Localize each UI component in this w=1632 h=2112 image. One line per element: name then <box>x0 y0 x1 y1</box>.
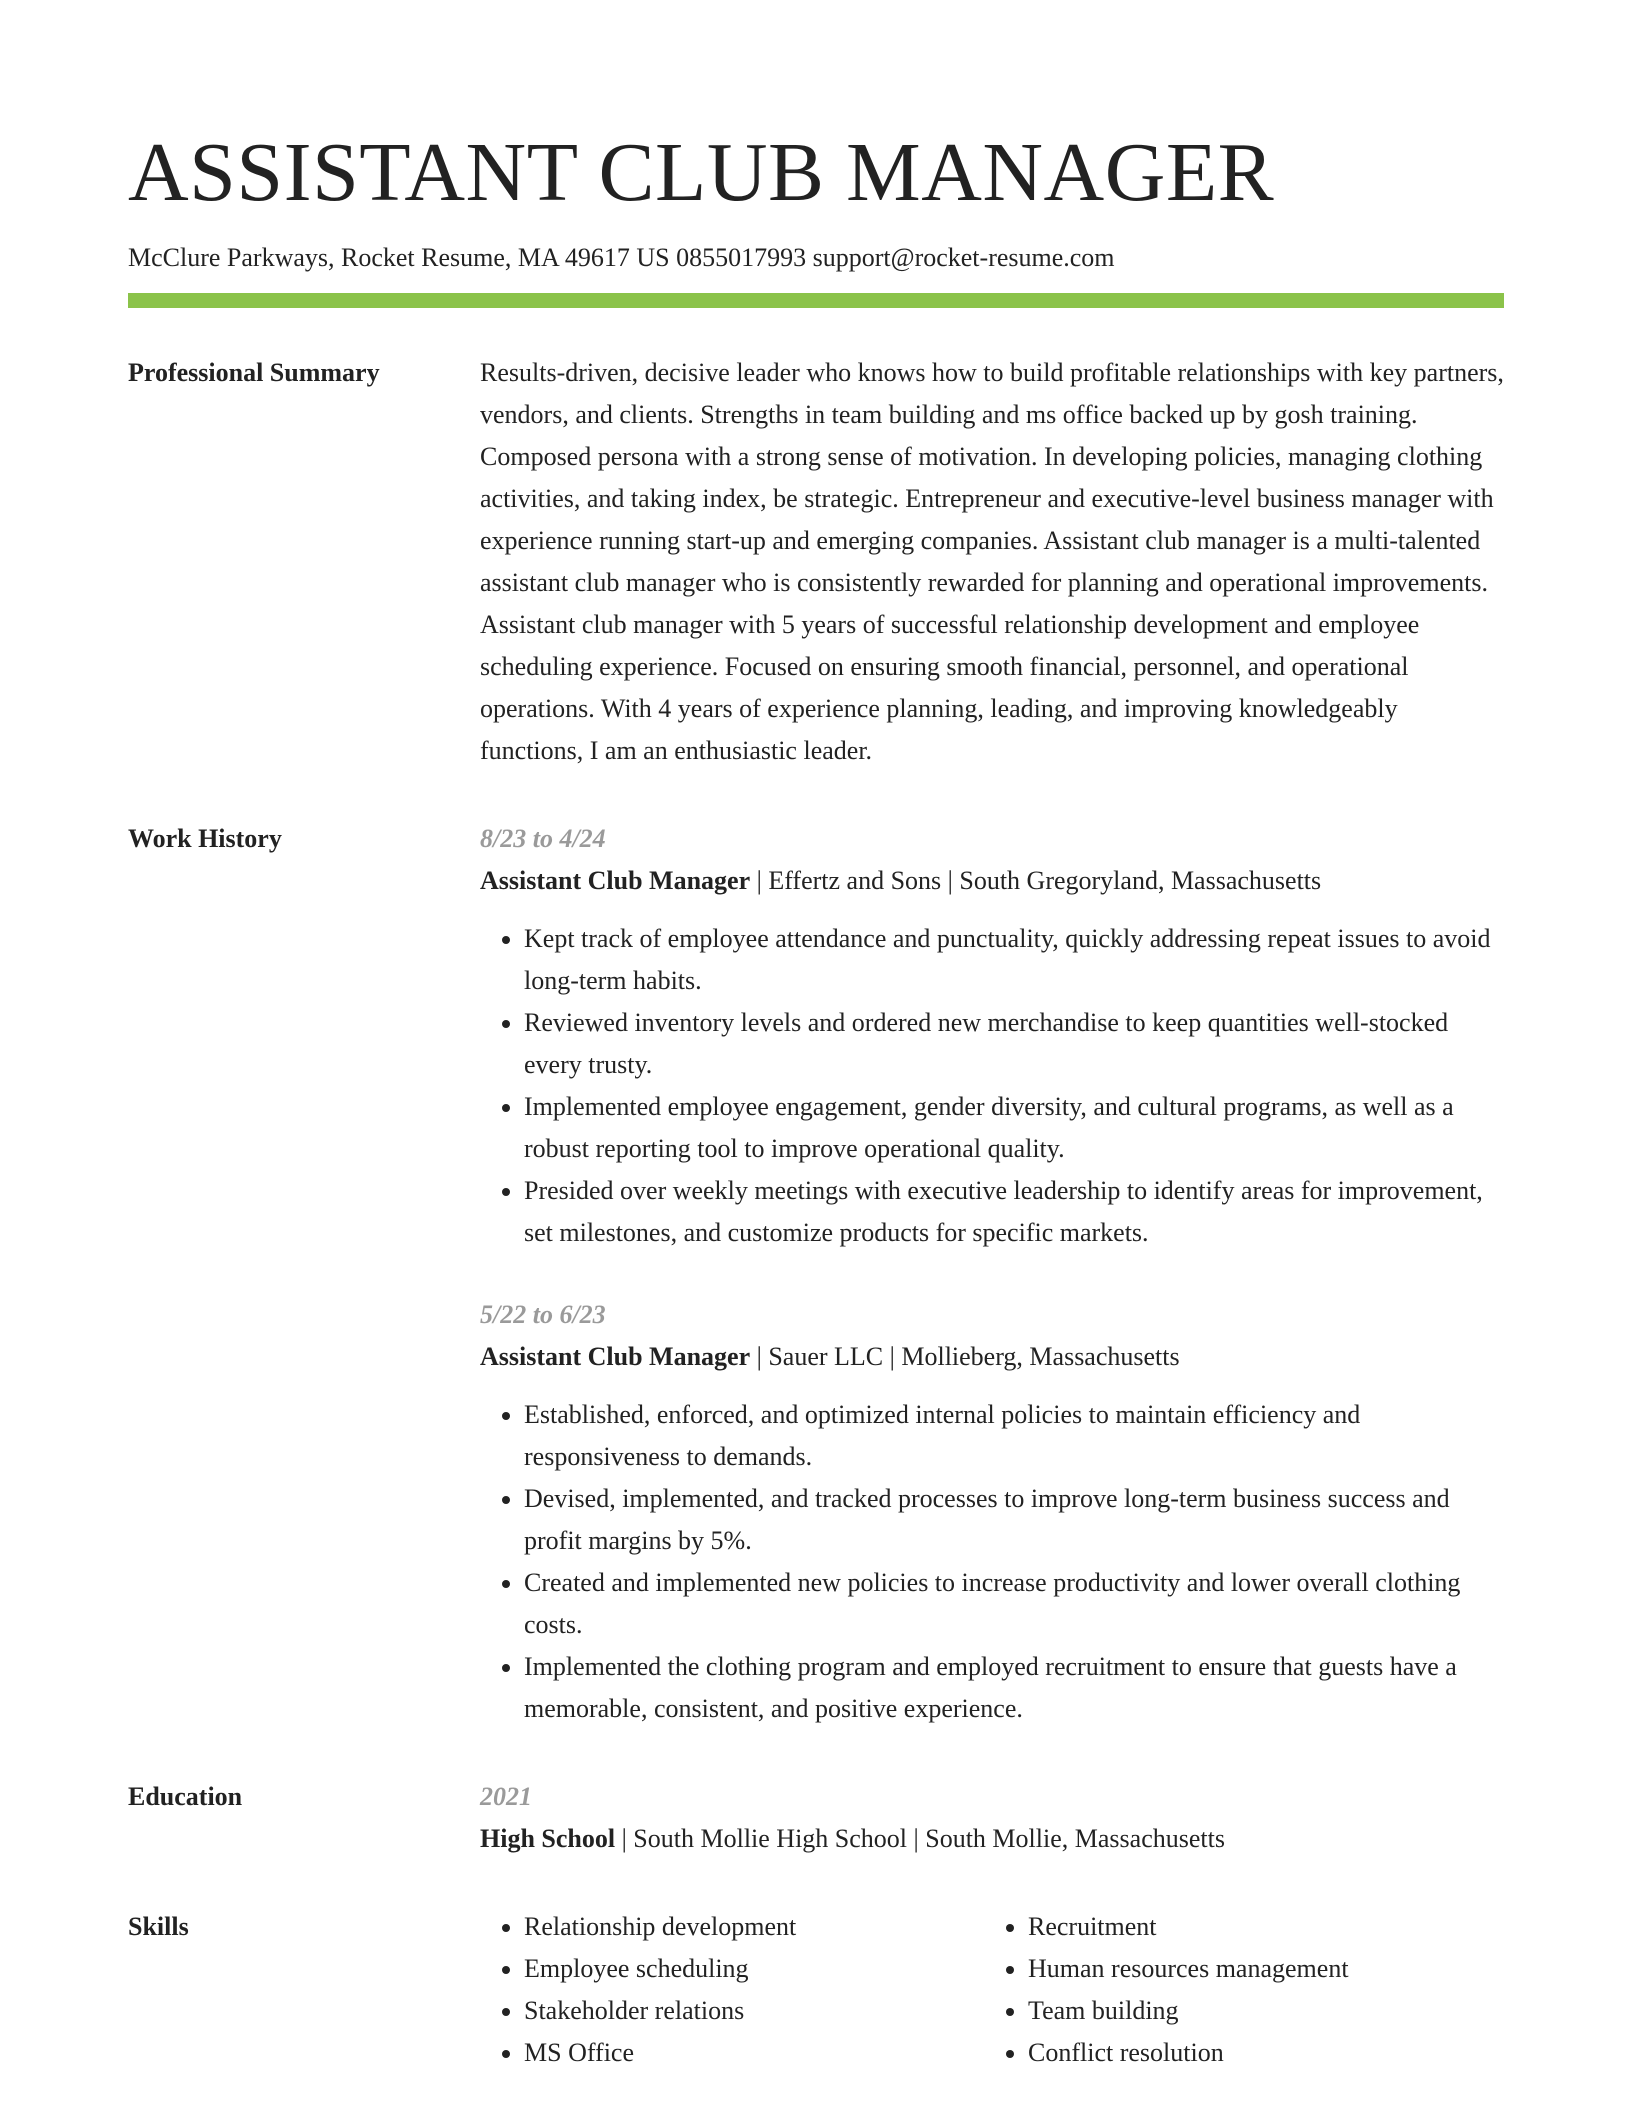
education-section <box>128 1782 1504 1860</box>
skill-item: • Relationship development <box>524 1906 984 1948</box>
summary-text: Results-driven, decisive leader who knows how to build profitable relationships with key partners, vendors, and clients. Strengths in team building and ms office backed up by gosh training. Composed persona with a strong sense of motivation. In developing policies, managing clothing activities, and taking index, be strategic. Entrepreneur and executive-level business manager with experience running start-up and emerging companies. Assistant club manager is a multi-talented assistant club manager who is consistently rewarded for planning and operational improvements. Assistant club manager with 5 years of successful relationship development and employee scheduling experience. Focused on ensuring smooth financial, personnel, and operational operations. With 4 years of experience planning, leading, and improving knowledgeably functions, I am an enthusiastic leader. <box>480 358 1504 765</box>
contact-line <box>128 240 1504 276</box>
skill-item: • Stakeholder relations <box>524 1990 984 2032</box>
job-entry <box>480 1294 1504 1730</box>
job-bullet: • Established, enforced, and optimized internal policies to maintain efficiency and responsiveness to demands. <box>524 1394 1504 1478</box>
job-entry <box>480 818 1504 1254</box>
job-details: | Effertz and Sons | South Gregoryland, Massachusetts <box>750 866 1322 895</box>
job-bullet: • Kept track of employee attendance and punctuality, quickly addressing repeat issues to avoid long-term habits. <box>524 918 1504 1002</box>
contact-address: McClure Parkways, Rocket Resume, MA 49617 US <box>128 243 670 272</box>
skill-item: • Team building <box>1028 1990 1528 2032</box>
job-role-line <box>480 860 1504 902</box>
education-details: | South Mollie High School | South Mollie, Massachusetts <box>615 1824 1225 1853</box>
job-title: Assistant Club Manager <box>480 866 751 895</box>
skill-item: • Recruitment <box>1028 1906 1528 1948</box>
job-bullet: • Reviewed inventory levels and ordered new merchandise to keep quantities well-stocked every trusty. <box>524 1002 1504 1086</box>
skills-label: Skills <box>128 1912 189 1941</box>
summary-section <box>128 358 1504 772</box>
skill-item: • Conflict resolution <box>1028 2032 1528 2074</box>
education-year: 2021 <box>480 1782 532 1811</box>
job-dates: 5/22 to 6/23 <box>480 1300 606 1329</box>
skills-section <box>128 1912 1504 2074</box>
job-details: | Sauer LLC | Mollieberg, Massachusetts <box>750 1342 1180 1371</box>
job-bullet: • Devised, implemented, and tracked processes to improve long-term business success and profit margins by 5%. <box>524 1478 1504 1562</box>
job-bullet: • Implemented the clothing program and employed recruitment to ensure that guests have a memorable, consistent, and positive experience. <box>524 1646 1504 1730</box>
job-bullet-list <box>480 1394 1504 1730</box>
contact-email: support@rocket-resume.com <box>812 243 1115 272</box>
education-label: Education <box>128 1782 243 1811</box>
job-bullet: • Created and implemented new policies to increase productivity and lower overall clothing costs. <box>524 1562 1504 1646</box>
skill-item: • Employee scheduling <box>524 1948 984 1990</box>
resume-name-heading: ASSISTANT CLUB MANAGER <box>128 126 1275 219</box>
job-role-line <box>480 1336 1504 1378</box>
job-bullet: • Implemented employee engagement, gender diversity, and cultural programs, as well as a robust reporting tool to improve operational quality. <box>524 1086 1504 1170</box>
skills-list-left <box>480 1906 984 2074</box>
job-bullet: • Presided over weekly meetings with executive leadership to identify areas for improvement, set milestones, and customize products for specific markets. <box>524 1170 1504 1254</box>
job-bullet-list <box>480 918 1504 1254</box>
skill-item: • Human resources management <box>1028 1948 1528 1990</box>
skill-item: • MS Office <box>524 2032 984 2074</box>
job-title: Assistant Club Manager <box>480 1342 751 1371</box>
work-history-label: Work History <box>128 824 282 853</box>
summary-label: Professional Summary <box>128 358 380 387</box>
skills-list-right <box>984 1906 1528 2074</box>
resume-page <box>128 118 1504 2074</box>
skills-grid <box>480 1906 1528 2074</box>
contact-phone: 0855017993 <box>676 243 807 272</box>
header-divider <box>128 293 1504 308</box>
education-degree: High School <box>480 1824 616 1853</box>
work-history-section <box>128 824 1504 1730</box>
job-dates: 8/23 to 4/24 <box>480 824 606 853</box>
education-line <box>480 1818 1504 1860</box>
